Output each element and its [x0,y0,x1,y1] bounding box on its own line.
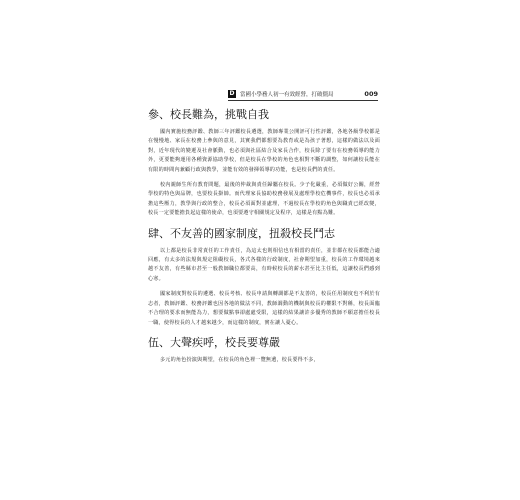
page-body [148,104,380,371]
running-header [228,88,378,101]
paragraph: 國內實施校務評鑑、教師三年評鑑校長遴選，教師專業公開評可行性評鑑，各地各級學校都是在慢慢地、家長在校務上參與的意見，其實我們都想要為教育或是為孩子著想，這樣的做法以及面對，近年現代的變遷及社會脈動，也必須與社區結合及家長合作，校長除了要有在校務領導的能力外，更要能夠運用各種資源協助學校，但是校長在學校的角色也相對不斷的調整，如何讓校長能在有限的時間內兼顧行政與教學，並能有效的發揮領導的功能，也是校長們的責任。 [148,129,380,173]
book-logo-icon: D [229,90,235,97]
section-5 [148,334,380,365]
page-number: 009 [364,90,378,98]
section-4 [148,225,380,328]
paragraph: 國家制度對校長的遴選、校長考核、校長申請與轉調都是不友善的，校長任用制度也不利於有志者，教師評鑑、校務評鑑也因各地的做法不同，教師調動的機制與校長的權限不對稱，校長面臨不合理的要求而無能為力，想要做點事卻處處受限，這樣的結果讓許多優秀的教師不願意擔任校長一職，使得校長的人才越來越少，而這樣的制度，實在讓人憂心。 [148,291,380,326]
paragraph: 以上都是校長非常責任的工作責任，為這太也則相信也有相當的責任，並非都在校長都能合適回應，有太多的法規與規定阻礙校長，各式各樣的行政制度，社會期望加重，校長的工作環境越來越不友善，有些縣市甚至一般教師職位都要高，有時候校長的薪水甚至比主任低，這讓校長們感到心寒。 [148,247,380,282]
running-title: 當國小學務人初一有效經營，打破僵局 [240,92,334,98]
section-heading: 伍、大聲疾呼，校長要尊嚴 [148,335,280,349]
section-heading: 肆、不友善的國家制度，扭殺校長鬥志 [148,226,335,240]
section-heading: 參、校長難為，挑戰自我 [148,108,269,121]
paragraph: 校內親師生所有教育問題，最後的仲裁與責任歸屬在校長。少子化嚴重，必須做好公關，經營學校的特色與品牌，也要校長掛帥。而代理家長協助校務發展及處理學校危機事件，校長也必須承擔這些壓力，教學與行政的整合，校長必須面對並處理，不過校長在學校的角色與職責已經改變，校長一定要能擔負起這樣的使命，也須要遵守相關規定及程序，這樣是有點為難。 [148,182,380,217]
section-3 [148,106,380,219]
paragraph: 多元的角色扮演與期望，在校長的角色裡一覽無遺，校長要得不多， [160,356,319,363]
